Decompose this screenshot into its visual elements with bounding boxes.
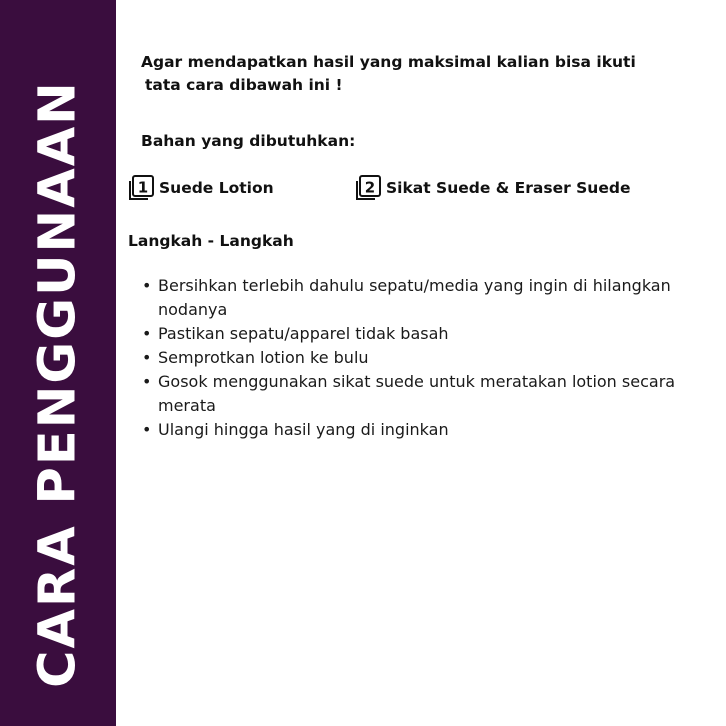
intro-line-1: Agar mendapatkan hasil yang maksimal kalian bisa ikuti	[141, 53, 636, 71]
material-item-1	[128, 174, 274, 201]
list-item	[142, 322, 718, 346]
bullet-icon: •	[142, 324, 152, 343]
material-label-2: Sikat Suede & Eraser Suede	[386, 178, 631, 197]
svg-text:2: 2	[364, 178, 376, 197]
bullet-icon: •	[142, 420, 152, 439]
number-2-icon	[355, 174, 382, 201]
step-text: Bersihkan terlebih dahulu sepatu/media yang ingin di hilangkan nodanya	[158, 276, 671, 319]
intro-line-2: tata cara dibawah ini !	[145, 76, 343, 94]
step-text: Semprotkan lotion ke bulu	[158, 348, 369, 367]
sidebar-title: CARA PENGGUNAAN	[28, 80, 88, 688]
list-item	[142, 370, 718, 418]
content-area	[128, 0, 718, 726]
bullet-icon: •	[142, 348, 152, 367]
material-label-1: Suede Lotion	[159, 178, 274, 197]
bullet-icon: •	[142, 276, 152, 295]
list-item	[142, 418, 718, 442]
svg-text:1: 1	[137, 178, 149, 197]
step-text: Pastikan sepatu/apparel tidak basah	[158, 324, 449, 343]
intro-text	[141, 51, 711, 97]
steps-list	[142, 274, 718, 442]
steps-heading: Langkah - Langkah	[128, 232, 294, 250]
bullet-icon: •	[142, 372, 152, 391]
number-1-icon	[128, 174, 155, 201]
list-item	[142, 274, 718, 322]
step-text: Ulangi hingga hasil yang di inginkan	[158, 420, 449, 439]
sidebar-banner	[0, 0, 116, 726]
materials-heading: Bahan yang dibutuhkan:	[141, 132, 356, 150]
material-item-2	[355, 174, 630, 201]
step-text: Gosok menggunakan sikat suede untuk meratakan lotion secara merata	[158, 372, 676, 415]
list-item	[142, 346, 718, 370]
